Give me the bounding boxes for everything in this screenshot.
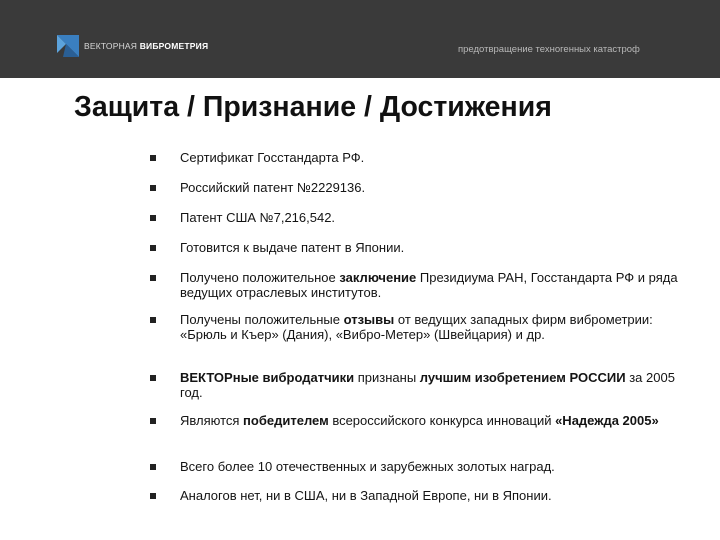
list-item-text: Всего более 10 отечественных и зарубежных золотых наград. xyxy=(180,459,555,474)
tagline: предотвращение техногенных катастроф xyxy=(458,44,640,55)
bullet-icon xyxy=(150,155,156,161)
list-item xyxy=(180,488,680,503)
logo-icon xyxy=(57,35,79,57)
list-item-text: от ведущих западных фирм виброметрии: «Брюль и Къер» (Дания), «Вибро-Метер» (Швейцария) и др. xyxy=(180,312,653,342)
list-item-emphasis: победителем xyxy=(243,413,329,428)
list-item-emphasis: лучшим изобретением РОССИИ xyxy=(419,370,626,385)
list-item-text: Российский патент №2229136. xyxy=(180,180,366,195)
list-item-emphasis: «Надежда 2005» xyxy=(555,413,659,428)
list-item xyxy=(180,270,680,300)
bullet-icon xyxy=(150,215,156,221)
brand-name-light: ВЕКТОРНАЯ xyxy=(84,41,138,51)
list-item xyxy=(180,210,680,225)
list-item xyxy=(180,370,680,400)
bullet-icon xyxy=(150,317,156,323)
bullet-icon xyxy=(150,464,156,470)
list-item-text: Аналогов нет, ни в США, ни в Западной Европе, ни в Японии. xyxy=(180,488,552,503)
bullet-icon xyxy=(150,245,156,251)
list-item-text: за 2005 год. xyxy=(180,370,675,400)
list-item xyxy=(180,312,680,342)
bullet-icon xyxy=(150,418,156,424)
list-item-text: Получены положительные xyxy=(180,312,344,327)
brand-name-bold: ВИБРОМЕТРИЯ xyxy=(139,41,209,51)
list-item-text: Получено положительное xyxy=(180,270,340,285)
bullet-icon xyxy=(150,185,156,191)
list-item xyxy=(180,240,680,255)
list-item xyxy=(180,413,680,428)
brand-name xyxy=(84,41,208,51)
list-item-emphasis: ВЕКТОРные вибродатчики xyxy=(180,370,355,385)
list-item-emphasis: заключение xyxy=(339,270,417,285)
list-item-text: Президиума РАН, Госстандарта РФ и ряда ведущих отраслевых институтов. xyxy=(180,270,678,300)
bullet-icon xyxy=(150,375,156,381)
list-item-emphasis: отзывы xyxy=(343,312,395,327)
bullet-icon xyxy=(150,275,156,281)
header-bar xyxy=(0,0,720,78)
list-item xyxy=(180,180,680,195)
list-item-text: всероссийского конкурса инноваций xyxy=(328,413,556,428)
list-item-text: Сертификат Госстандарта РФ. xyxy=(180,150,365,165)
list-item-text: Готовится к выдаче патент в Японии. xyxy=(180,240,405,255)
page-title: Защита / Признание / Достижения xyxy=(74,91,552,123)
list-item xyxy=(180,459,680,474)
list-item xyxy=(180,150,680,165)
list-item-text: Патент США №7,216,542. xyxy=(180,210,336,225)
list-item-text: Являются xyxy=(180,413,244,428)
bullet-icon xyxy=(150,493,156,499)
list-item-text: признаны xyxy=(354,370,420,385)
